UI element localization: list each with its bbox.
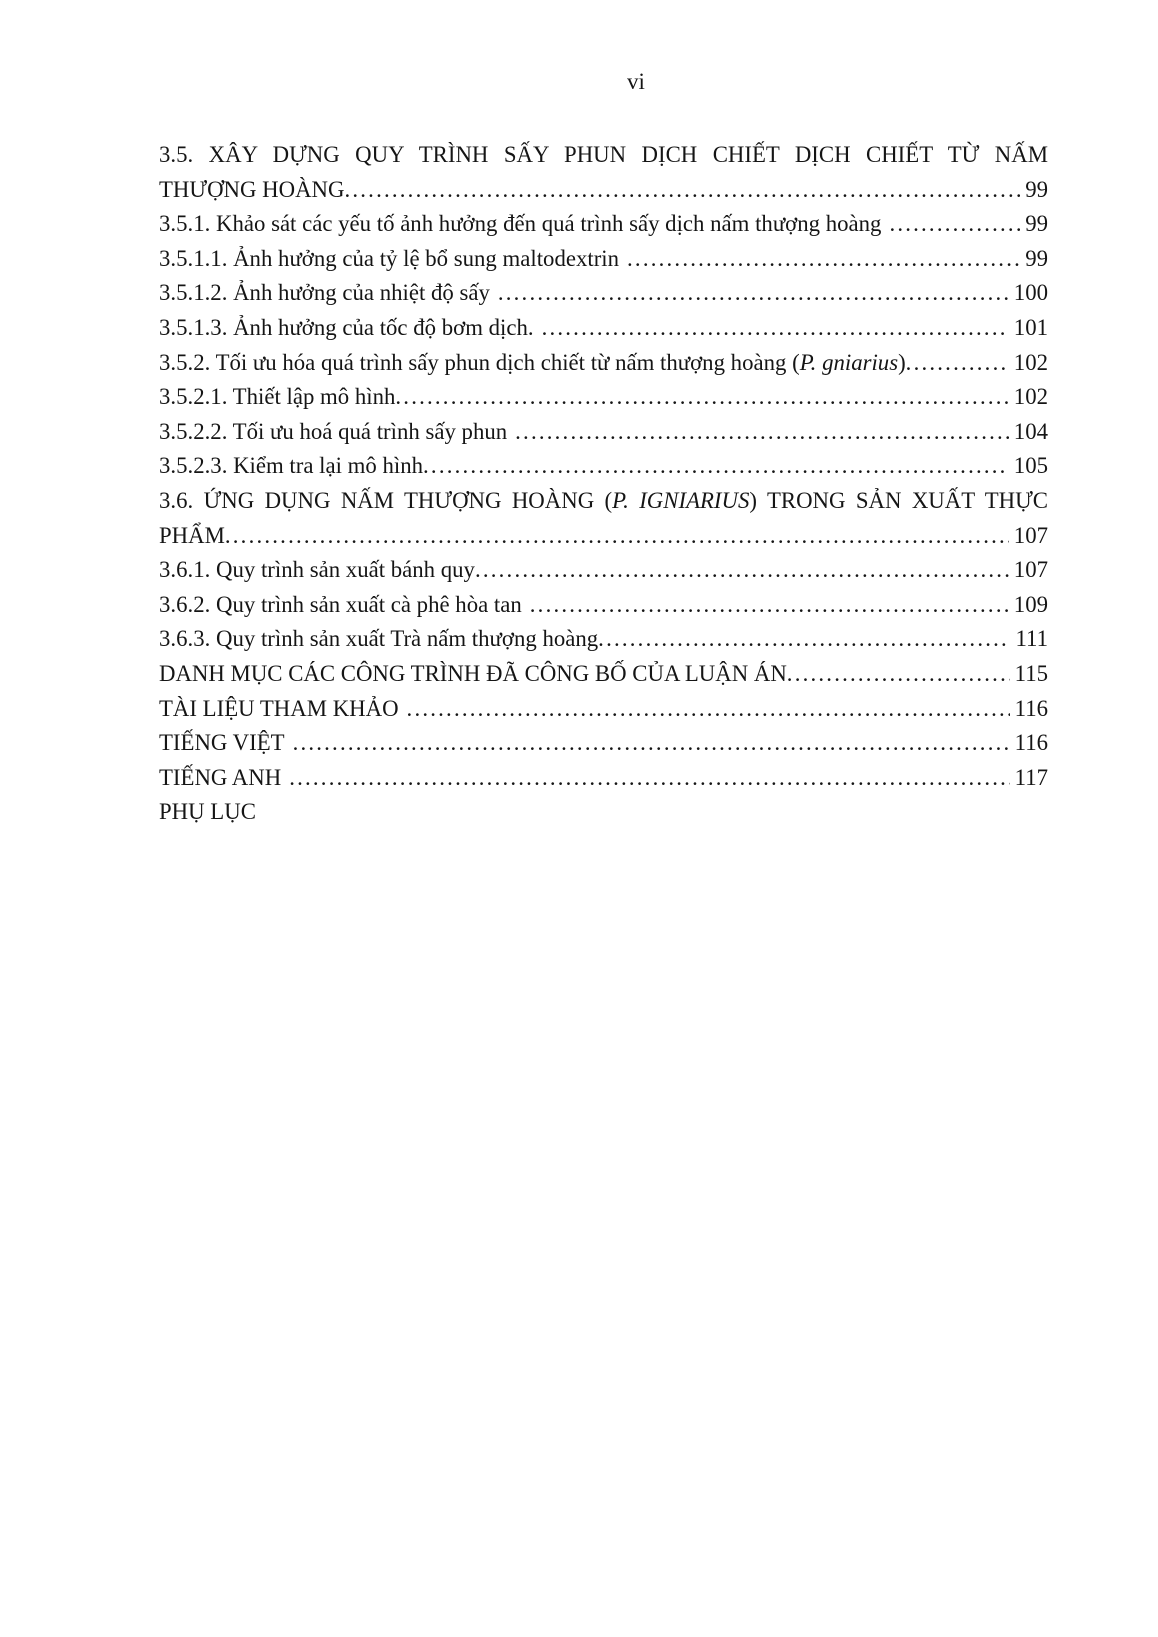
- toc-entry-page: 116: [1014, 730, 1048, 756]
- toc-entry-text: 3.5.2.1. Thiết lập mô hình: [159, 384, 396, 410]
- toc-entry-3-5-2-2: [159, 415, 1048, 450]
- toc-entry-text: PHẨM: [159, 522, 225, 548]
- dot-leader: [906, 346, 1009, 381]
- toc-section-3-5-line1: [159, 138, 1048, 173]
- toc-entry-page: 115: [1014, 660, 1048, 686]
- toc-entry-text: DANH MỤC CÁC CÔNG TRÌNH ĐÃ CÔNG BỐ CỦA LUẬN ÁN: [159, 660, 787, 686]
- toc-entry-3-5-1-2: [159, 276, 1048, 311]
- dot-leader: [515, 415, 1009, 450]
- dot-leader: [423, 449, 1009, 484]
- toc-entry-text: 3.5.2.3. Kiểm tra lại mô hình: [159, 453, 424, 479]
- dot-leader: [498, 276, 1009, 311]
- toc-entry-text: 3.5. XÂY DỰNG QUY TRÌNH SẤY PHUN DỊCH CHIẾT DỊCH CHIẾT TỪ NẤM: [159, 142, 1048, 167]
- toc-entry-page: 105: [1013, 453, 1048, 479]
- toc-entry-page: 99: [1025, 211, 1048, 237]
- dot-leader: [289, 761, 1009, 796]
- toc-entry-text: TÀI LIỆU THAM KHẢO: [159, 695, 399, 721]
- toc-entry-page: 109: [1013, 591, 1048, 617]
- toc-entry-3-6-3: [159, 622, 1048, 657]
- toc-entry-3-5-1-3: [159, 311, 1048, 346]
- dot-leader: [889, 207, 1020, 242]
- toc-entry-page: 102: [1013, 384, 1048, 410]
- toc-entry-text: THƯỢNG HOÀNG: [159, 176, 345, 202]
- toc-entry-text: 3.6.1. Quy trình sản xuất bánh quy: [159, 557, 475, 583]
- toc-entry-page: 107: [1013, 522, 1048, 548]
- toc-entry-text: 3.6.2. Quy trình sản xuất cà phê hòa tan: [159, 591, 522, 617]
- toc-section-3-6-line2: [159, 519, 1048, 554]
- toc-entry-page: 116: [1014, 695, 1048, 721]
- toc-entry-text: TIẾNG VIỆT: [159, 730, 285, 756]
- dot-leader: [627, 242, 1020, 277]
- toc-entry-text: TIẾNG ANH: [159, 764, 282, 790]
- table-of-contents: [159, 138, 1048, 830]
- dot-leader: [787, 657, 1010, 692]
- toc-entry-text: 3.5.2. Tối ưu hóa quá trình sấy phun dịch chiết từ nấm thượng hoàng (P. gniarius): [159, 349, 906, 375]
- toc-entry-page: 117: [1014, 764, 1048, 790]
- toc-entry-tai-lieu-tham-khao: [159, 692, 1048, 727]
- toc-entry-3-5-2-1: [159, 380, 1048, 415]
- toc-entry-page: 99: [1025, 245, 1048, 271]
- toc-entry-page: 104: [1013, 418, 1048, 444]
- toc-entry-text: 3.5.1.3. Ảnh hưởng của tốc độ bơm dịch.: [159, 314, 534, 340]
- toc-entry-page: 99: [1025, 176, 1048, 202]
- toc-entry-3-5-2: [159, 346, 1048, 381]
- dot-leader: [344, 173, 1020, 208]
- toc-entry-danh-muc-cong-trinh: [159, 657, 1048, 692]
- toc-entry-tieng-viet: [159, 726, 1048, 761]
- toc-entry-text: 3.5.1. Khảo sát các yếu tố ảnh hưởng đến quá trình sấy dịch nấm thượng hoàng: [159, 211, 882, 237]
- dot-leader: [293, 726, 1010, 761]
- toc-entry-text: 3.5.1.1. Ảnh hưởng của tỷ lệ bổ sung maltodextrin: [159, 245, 620, 271]
- dot-leader: [598, 622, 1010, 657]
- toc-entry-page: 111: [1015, 626, 1048, 652]
- toc-entry-3-5-1: [159, 207, 1048, 242]
- toc-entry-text: 3.5.1.2. Ảnh hưởng của nhiệt độ sấy: [159, 280, 490, 306]
- toc-entry-page: 101: [1013, 314, 1048, 340]
- toc-entry-page: 107: [1013, 557, 1048, 583]
- toc-entry-page: 100: [1013, 280, 1048, 306]
- page-number: vi: [627, 69, 645, 94]
- toc-entry-text: 3.5.2.2. Tối ưu hoá quá trình sấy phun: [159, 418, 508, 444]
- dot-leader: [542, 311, 1009, 346]
- toc-entry-text: PHỤ LỤC: [159, 799, 256, 825]
- toc-section-3-5-line2: [159, 173, 1048, 208]
- toc-entry-page: 102: [1013, 349, 1048, 375]
- toc-entry-tieng-anh: [159, 761, 1048, 796]
- dot-leader: [395, 380, 1008, 415]
- toc-entry-phu-luc: [159, 795, 1048, 830]
- toc-entry-text: 3.6.3. Quy trình sản xuất Trà nấm thượng hoàng: [159, 626, 599, 652]
- toc-entry-3-6-1: [159, 553, 1048, 588]
- dot-leader: [530, 588, 1009, 623]
- toc-entry-3-6-2: [159, 588, 1048, 623]
- dot-leader: [407, 692, 1010, 727]
- toc-entry-3-5-1-1: [159, 242, 1048, 277]
- dot-leader: [225, 519, 1009, 554]
- dot-leader: [475, 553, 1009, 588]
- toc-entry-text: 3.6. ỨNG DỤNG NẤM THƯỢNG HOÀNG (P. IGNIARIUS) TRONG SẢN XUẤT THỰC: [159, 487, 1048, 513]
- toc-section-3-6-line1: [159, 484, 1048, 519]
- toc-entry-3-5-2-3: [159, 449, 1048, 484]
